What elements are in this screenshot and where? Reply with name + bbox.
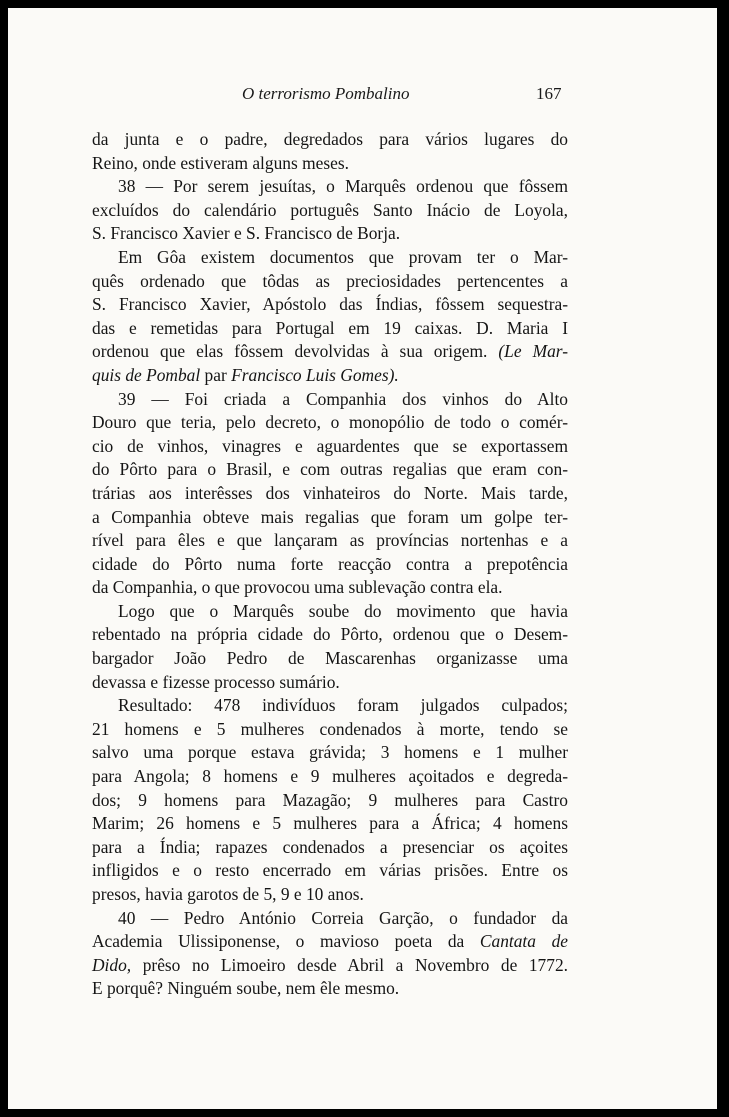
italic-span: Cantata de [479,931,568,952]
text-line: excluídos do calendário português Santo Inácio de Loyola, [92,199,568,220]
text-line: cidade do Pôrto numa forte reacção contra a prepotência [92,553,568,574]
text-line: das e remetidas para Portugal em 19 caixas. D. Maria I [92,317,568,338]
body-text [92,128,568,1001]
text-line: Logo que o Marquês soube do movimento que havia [118,600,568,621]
text-line: 38 — Por serem jesuítas, o Marquês ordenou que fôssem [118,176,568,197]
text-line [92,954,568,978]
text-line: S. Francisco Xavier e S. Francisco de Borja. [92,223,401,244]
text-span: ordenou que elas fôssem devolvidas à sua origem. [92,341,499,362]
text-line [92,930,568,954]
text-line: 39 — Foi criada a Companhia dos vinhos do Alto [118,388,568,409]
text-line: presos, havia garotos de 5, 9 e 10 anos. [92,884,364,904]
text-line [92,364,568,388]
book-page [8,8,717,1109]
text-line: Marim; 26 homens e 5 mulheres para a África; 4 homens [92,813,568,834]
text-line: 40 — Pedro António Correia Garção, o fundador da [118,907,568,928]
text-line: Em Gôa existem documentos que provam ter o Mar- [118,246,568,267]
italic-span: Francisco Luis Gomes). [231,364,399,385]
text-line: a Companhia obteve mais regalias que foram um golpe ter- [92,506,568,527]
text-line: da Companhia, o que provocou uma sublevação contra ela. [92,577,503,598]
text-line: rebentado na própria cidade do Pôrto, ordenou que o Desem- [92,624,568,645]
text-line: rível para êles e que lançaram as províncias nortenhas e a [92,530,568,551]
text-line: S. Francisco Xavier, Apóstolo das Índias, fôssem sequestra- [92,294,568,315]
text-span: Academia Ulissiponense, o mavioso poeta da [92,931,480,952]
text-line: salvo uma porque estava grávida; 3 homens e 1 mulher [92,742,568,763]
text-span: prêso no Limoeiro desde Abril a Novembro de 1772. [131,954,568,975]
text-line: devassa e fizesse processo sumário. [92,671,340,692]
text-line: bargador João Pedro de Mascarenhas organizasse uma [92,648,568,669]
text-line: dos; 9 homens para Mazagão; 9 mulheres para Castro [92,789,568,810]
text-line: Resultado: 478 indivíduos foram julgados culpados; [118,695,568,716]
text-line: trárias aos interêsses dos vinhateiros do Norte. Mais tarde, [92,482,568,503]
text-line: para Angola; 8 homens e 9 mulheres açoitados e degreda- [92,766,568,787]
running-title: O terrorismo Pombalino [242,84,410,103]
text-line: da junta e o padre, degredados para vários lugares do [92,129,568,149]
text-line: Reino, onde estiveram alguns meses. [92,152,349,173]
text-span: par [200,364,232,385]
text-line: Douro que teria, pelo decreto, o monopólio de todo o comér- [92,412,568,433]
italic-span: (Le Mar- [498,341,568,362]
page-header [8,84,717,108]
italic-span: Dido, [92,954,132,975]
text-line: E porquê? Ninguém soube, nem êle mesmo. [92,978,400,999]
italic-span: quis de Pombal [92,364,201,385]
text-line: 21 homens e 5 mulheres condenados à morte, tendo se [92,718,568,739]
text-line: para a Índia; rapazes condenados a presenciar os açoites [92,836,568,857]
text-line: do Pôrto para o Brasil, e com outras regalias que eram con- [92,459,568,480]
page-number: 167 [536,84,562,103]
text-line [92,340,568,364]
text-line: quês ordenado que tôdas as preciosidades pertencentes a [92,270,568,291]
text-line: infligidos e o resto encerrado em várias prisões. Entre os [92,860,568,881]
text-line: cio de vinhos, vinagres e aguardentes que se exportassem [92,435,568,456]
